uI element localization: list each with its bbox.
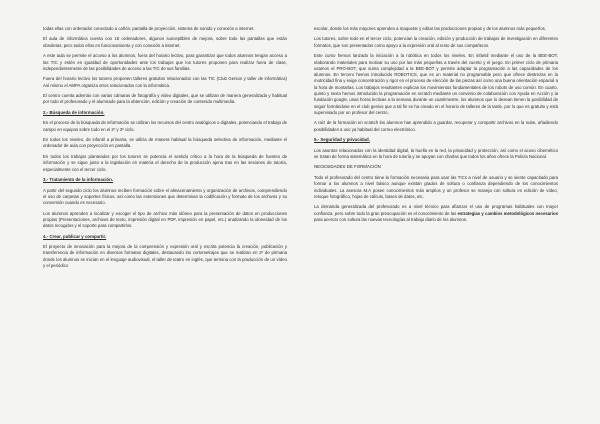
paragraph: A partir del segundo ciclo los alumnos reciben formación sobre el almacenamiento y organización de archivos, comprendiendo el uso de carpetas y soportes físicos, así como las extensiones que determinan la codificación y formato de los archivos y su conversión cuando es necesario. [43,187,287,206]
paragraph [314,204,558,223]
paragraph: En todos los niveles, de infantil a primaria, se utiliza de manera habitual la búsqueda selectiva de información, mediante el ordenador de aula con proyección en pantalla. [43,137,287,149]
text-run: La demanda generalizada del profesorado es a nivel técnico para afianzar el uso de programas habituales con mayor confianza, pero sobre todo la gran preocupación es el conocimiento de las [314,204,558,216]
paragraph: El centro cuenta además con varias cámaras de fotografía y vídeo digitales, que se utilizan de manera generalizada y habitual por todo el profesorado y el alumnado para la obtención, edición y creación de contenido multimedia. [43,93,287,105]
bold-text-run: estrategias y cambios metodológicos necesarios [457,210,558,216]
right-column [314,26,558,227]
paragraph: todas ellas con ordenador conectado a cañón, pantalla de proyección, sistema de sonido y conexión a internet. [43,26,255,31]
text-run: para acercar con soltura las nuevas tecnologías al trabajo diario de los alumnos. [314,216,468,222]
section-heading: 3.- Tratamiento de la información. [43,177,114,183]
paragraph: escolar, donde los más mayores aprenden a maquetar y editar las producciones propias y de los alumnos más pequeños. [314,26,546,31]
paragraph: Los tutores, sobre todo en el tercer ciclo, potencian la creación, edición y producción de trabajos de investigación en diferentes formatos, que son presentados como apoyo a la expresión oral al resto de sus compañeros. [314,36,558,48]
paragraph: Fuera del horario lectivo los tutores proponen talleres gratuitos relacionados con las TIC (Club Genios y taller de informática) Así mismo el AMPA organiza otros relacionados con la informática. [43,76,287,88]
section-heading: 2.- Búsqueda de información. [43,109,105,115]
paragraph: Todo el profesorado del centro tiene la formación necesaria para usar las TICs a nivel de usuario y se siente capacitado para formar a los alumnos a nivel básico aunque existan grados de soltura o confianza dependiendo de los conocimientos individuales. La asesora M.A posee conocimientos más amplios y un profesor se maneja con soltura en edición de vídeo, retoque fotográfico, hojas de cálculo, bases de datos, etc. [314,174,558,199]
section-heading: 5.- Seguridad y privacidad. [314,137,370,143]
paragraph: Este curso hemos lanzado la iniciación a la robótica en todos los niveles. En infantil mediante el uso de la BEE-BOT, elaborando materiales para motivar su uso por las más pequeñas a través del cuento y el juego. En primer ciclo de primaria usamos el PRO-BOT, que suma complejidad a la BEE-BOT y permite adaptar la programación a las capacidades de los alumnos. En tercero hemos introducido ROBOTICS, que es un material no programable pero que ofrece destrezas en la motricidad fina y exige concentración y rigor en el proceso de elección de las piezas así como una buena orientación espacial a la hora de montarlas. Los trabajos resultantes explican los movimientos fundamentales de los robots de uso común. En cuarto, quinto y sexto hemos introducido la programación en scratch mediante un convenio de colaboración con Ayuda en Acción y la fundación google, unas horas lectivas a la semana durante un cuatrimestre, los alumnos que lo desean tienen la posibilidad de seguir formándose en el club genios que a tal fin se ha creado en el horario de talleres de la tarde, por lo que es gratuito y está supervisado por un profesor del centro. [314,53,558,115]
section-heading: NECESIDADES DE FORMACIÓN [314,164,381,170]
paragraph: En el proceso de la búsqueda de información se utilizan los recursos del centro analógicos o digitales, potenciando el trabajo de campo en equipos sobre todo en el 2º y 3º ciclo. [43,120,287,132]
paragraph: A raíz de la formación en scratch los alumnos han aprendido a guardar, recuperar y compartir archivos en la nube, añadiendo posibilidades a uso ya habitual del correo electrónico. [314,120,558,132]
left-column [43,26,287,274]
paragraph: El aula de informática cuenta con 18 ordenadores, algunos susceptibles de mejora, sobre todo las pantallas que están obsoletas, pero todos ellos en funcionamiento y con conexión a internet. [43,36,287,48]
paragraph: El proyecto de innovación para la mejora de la comprensión y expresión oral y escrita potencia la creación, publicación y transferencia de información en diversos formatos digitales, destacando los cortometrajes que se realizan en 2º de primaria donde los alumnos se inician en el lenguaje audiovisual, el taller de teatro en inglés, que termina con la producción de un vídeo y el periódico [43,244,287,269]
section-heading: 4.- Crear, publicar y compartir. [43,233,107,239]
paragraph: Los asuntos relacionados con la identidad digital, la huella en la red, la privacidad y protección, así como el acoso cibernético se tratan de forma sistemática en la hora de tutoría y se apoyan con charlas que todos los años ofrece la Policía Nacional. [314,147,558,159]
paragraph: Los alumnos aprenden a localizar y escoger el tipo de archivo más idóneo para la presentación de datos en producciones propias (Presentaciones, archivos de texto, impresión digital en PDF, impresión en papel, etc.) analizando la idoneidad de los datos recogidos y el soporte para compartirlos. [43,210,287,229]
paragraph: A este aula se permite el acceso a los alumnos, fuera del horario lectivo, para garantizar que todos alumnos tengan acceso a las TIC y estén en igualdad de oportunidades ante los trabajos que los tutores proponen para realizar fuera de clase, independientemente de las posibilidades de acceso a las TIC de sus familias. [43,53,287,71]
paragraph: En todos los trabajos planteados por los tutores se potencia el sentido crítico a la hora de la búsqueda de fuentes de información y se sigue junto a la legislación en materia el derecho de la producción ajena tras en las sesiones de tutoría, especialmente con el tercer ciclo. [43,153,287,172]
